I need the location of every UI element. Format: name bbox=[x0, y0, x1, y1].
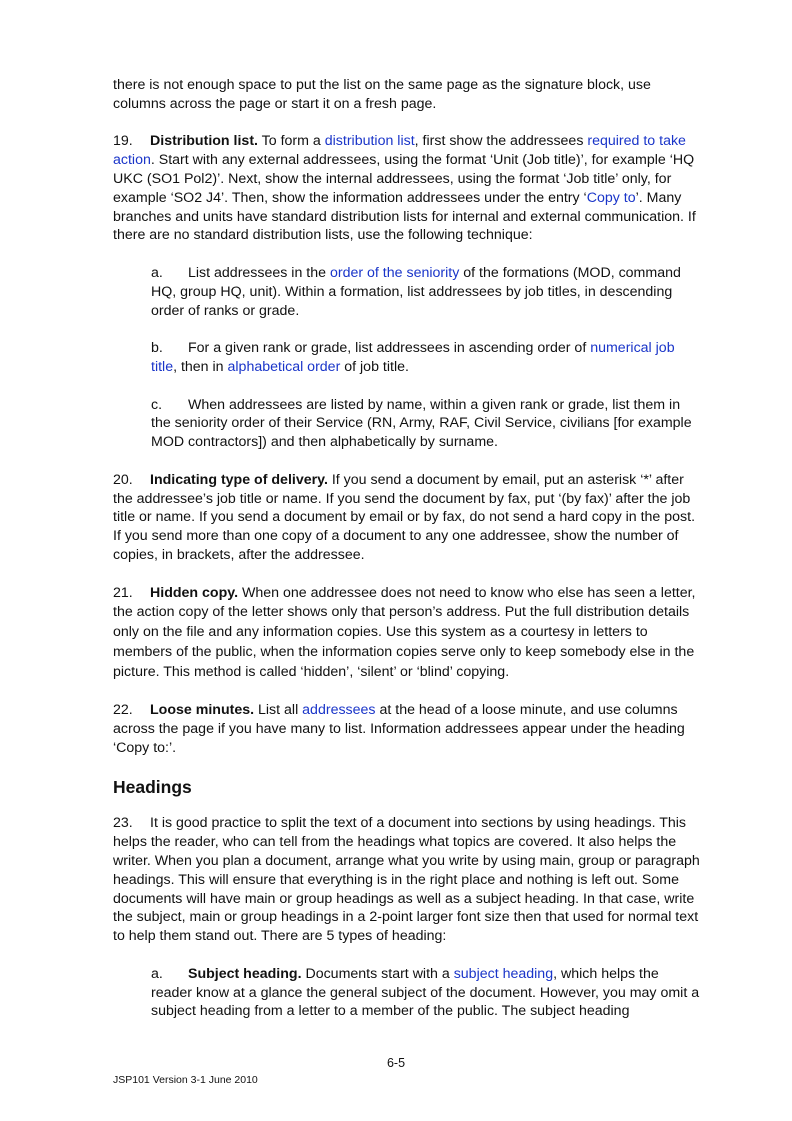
intro-paragraph bbox=[113, 76, 703, 114]
text: , which helps the reader know at a glance the general subject of the document. However, you may omit a subject heading from a letter to a member of the public. The subject heading bbox=[151, 965, 700, 1020]
text: List addressees in the bbox=[188, 264, 330, 281]
text: When one addressee does not need to know who else has seen a letter, the action copy of the letter shows only that person’s address. Put the full distribution details only on the file and any information copies. Use this system as a courtesy in letters to members of the public, when the information copies serve only to keep somebody else in the picture. This method is called ‘hidden’, ‘silent’ or ‘blind’ copying. bbox=[113, 584, 696, 680]
paragraph-title: Indicating type of delivery. bbox=[150, 471, 328, 488]
subparagraph-19c bbox=[151, 396, 703, 452]
subject-heading-link[interactable]: subject heading bbox=[453, 965, 554, 982]
document-reference: JSP101 Version 3-1 June 2010 bbox=[113, 1074, 258, 1086]
distribution-list-link[interactable]: distribution list bbox=[324, 133, 415, 150]
subparagraph-letter: a. bbox=[151, 965, 163, 982]
paragraph-title: Distribution list. bbox=[150, 133, 258, 150]
text: , then in bbox=[173, 358, 228, 375]
text: To form a bbox=[257, 133, 325, 150]
text: If you send a document by email, put an asterisk ‘*’ after the addressee’s job title or name. If you send the document by fax, put ‘(by fax)’ after the job title or name. If you send a document by email or by fax, do not send a hard copy in the post. If you send more than one copy of a document to any one addressee, show the number of copies, in brackets, after the addressee. bbox=[113, 471, 696, 563]
subparagraph-19b bbox=[151, 339, 703, 377]
section-heading: Headings bbox=[113, 777, 192, 798]
text: For a given rank or grade, list addressees in ascending order of bbox=[188, 340, 591, 357]
page-number: 6-5 bbox=[386, 1056, 406, 1070]
paragraph-number: 21. bbox=[113, 584, 133, 601]
paragraph-number: 22. bbox=[113, 702, 133, 719]
subparagraph-19a bbox=[151, 264, 703, 320]
text: List all bbox=[254, 702, 303, 719]
paragraph-21 bbox=[113, 584, 703, 683]
alphabetical-order-link[interactable]: alphabetical order bbox=[227, 358, 341, 375]
subparagraph-letter: a. bbox=[151, 264, 163, 281]
text: Documents start with a bbox=[301, 965, 454, 982]
intro-text: there is not enough space to put the list on the same page as the signature block, use columns across the page or start it on a fresh page. bbox=[113, 77, 651, 112]
subparagraph-letter: b. bbox=[151, 340, 163, 357]
numerical-job-title-link[interactable]: numerical job title bbox=[151, 340, 675, 375]
paragraph-23 bbox=[113, 814, 703, 946]
text: of job title. bbox=[340, 358, 409, 375]
subparagraph-title: Subject heading. bbox=[188, 965, 302, 982]
paragraph-20 bbox=[113, 471, 703, 565]
text: . Start with any external addressees, using the format ‘Unit (Job title)’, for example ‘HQ UKC (SO1 Pol2)’. Next, show the internal addressees, using the format ‘Job title’ only, for example ‘SO2 J4’. Then, show the information addressees under the entry ‘ bbox=[113, 152, 695, 206]
text: When addressees are listed by name, within a given rank or grade, list them in the seniority order of their Service (RN, Army, RAF, Civil Service, civilians [for example MOD contractors]) and then alphabetically by surname. bbox=[151, 396, 692, 451]
paragraph-title: Hidden copy. bbox=[150, 584, 239, 601]
subparagraph-letter: c. bbox=[151, 396, 163, 413]
text: at the head of a loose minute, and use columns across the page if you have many to list. Information addressees appear under the heading ‘Copy to:’. bbox=[113, 702, 685, 756]
copy-to-link[interactable]: Copy to bbox=[586, 189, 636, 206]
paragraph-title: Loose minutes. bbox=[150, 702, 255, 719]
required-to-take-action-link[interactable]: required to take action bbox=[113, 133, 686, 169]
paragraph-number: 23. bbox=[113, 815, 133, 832]
text: of the formations (MOD, command HQ, group HQ, unit). Within a formation, list addressees by job titles, in descending order of ranks or grade. bbox=[151, 264, 681, 319]
subparagraph-23a bbox=[151, 965, 703, 1021]
text: It is good practice to split the text of a document into sections by using headings. This helps the reader, who can tell from the headings what topics are covered. It also helps the writer. When you plan a document, arrange what you write by using main, group or paragraph headings. This will ensure that everything is in the right place and nothing is left out. Some documents will have main or group headings as well as a subject heading. In that case, write the subject, main or group headings in a 2-point larger font size then that used for normal text to help them stand out. There are 5 types of heading: bbox=[113, 815, 700, 945]
paragraph-19 bbox=[113, 132, 703, 245]
paragraph-number: 20. bbox=[113, 471, 133, 488]
order-of-seniority-link[interactable]: order of the seniority bbox=[329, 264, 460, 281]
paragraph-22 bbox=[113, 701, 703, 757]
document-body bbox=[113, 76, 703, 1040]
paragraph-number: 19. bbox=[113, 133, 133, 150]
text: , first show the addressees bbox=[414, 133, 588, 150]
addressees-link[interactable]: addressees bbox=[302, 702, 376, 719]
text: ’. Many branches and units have standard distribution lists for internal and external communication. If there are no standard distribution lists, use the following technique: bbox=[113, 189, 696, 244]
